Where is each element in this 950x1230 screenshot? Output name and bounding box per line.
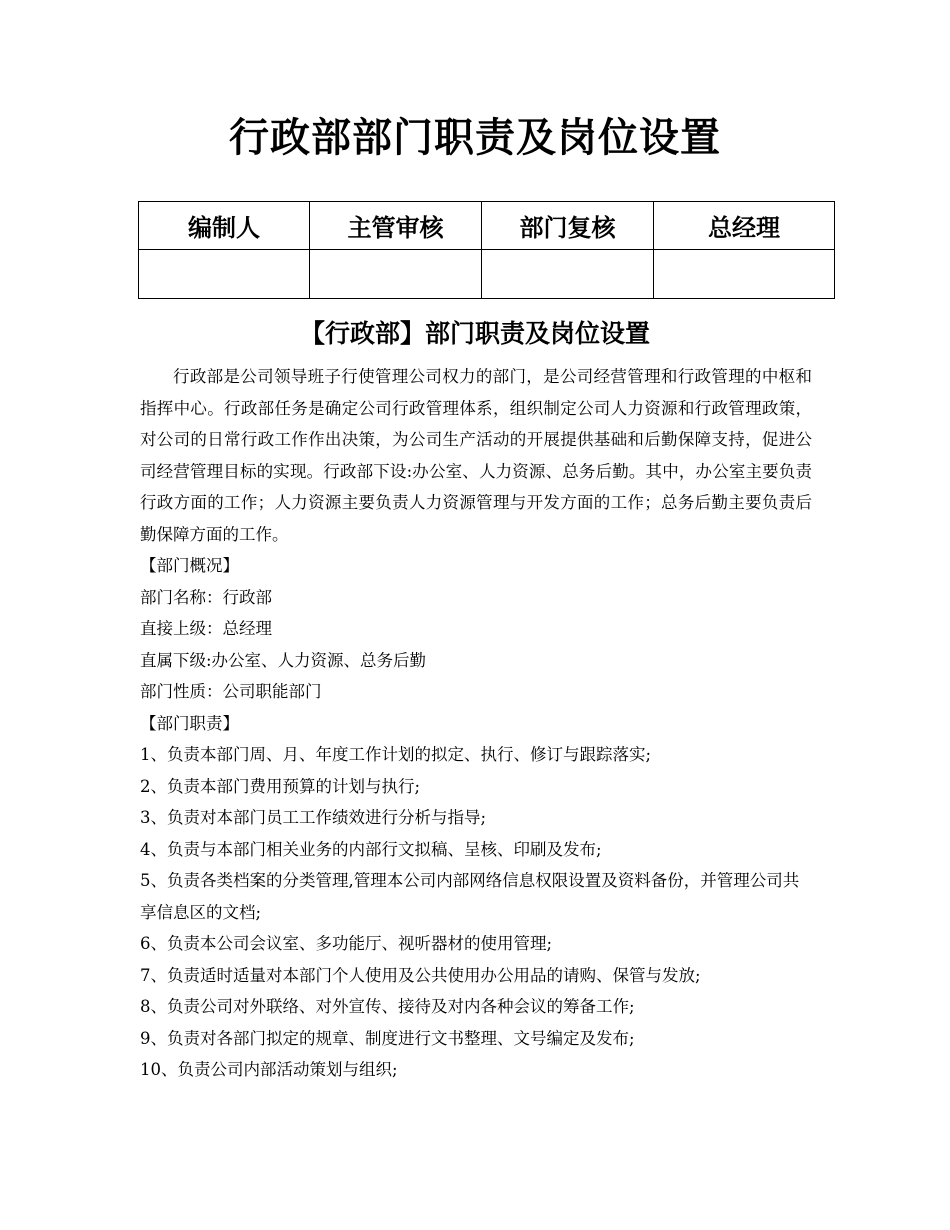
approval-header-general-manager: 总经理 [654, 202, 835, 250]
duties-heading: 【部门职责】 [140, 713, 239, 733]
approval-header-compiler: 编制人 [139, 202, 310, 250]
intro-paragraph: 行政部是公司领导班子行使管理公司权力的部门，是公司经营管理和行政管理的中枢和指挥中心。行政部任务是确定公司行政管理体系，组织制定公司人力资源和行政管理政策，对公司的日常行政工作作出决策，为公司生产活动的开展提供基础和后勤保障支持，促进公司经营管理目标的实现。行政部下设:办公室、人力资源、总务后勤。其中，办公室主要负责行政方面的工作；人力资源主要负责人力资源管理与开发方面的工作；总务后勤主要负责后勤保障方面的工作。 [140, 367, 812, 544]
approval-header-department-review: 部门复核 [482, 202, 654, 250]
overview-item: 直接上级：总经理 [140, 619, 272, 638]
document-body [140, 361, 812, 1086]
approval-header-supervisor-review: 主管审核 [310, 202, 482, 250]
overview-item: 直属下级:办公室、人力资源、总务后勤 [140, 650, 427, 670]
duty-item: 1、负责本部门周、月、年度工作计划的拟定、执行、修订与跟踪落实; [140, 745, 652, 764]
approval-signature-row [139, 250, 835, 299]
duty-item: 8、负责公司对外联络、对外宣传、接待及对内各种会议的筹备工作; [140, 997, 635, 1016]
duty-item: 7、负责适时适量对本部门个人使用及公共使用办公用品的请购、保管与发放; [140, 965, 701, 985]
duty-item: 10、负责公司内部活动策划与组织; [140, 1060, 398, 1079]
approval-header-row [139, 202, 835, 250]
overview-heading: 【部门概况】 [140, 556, 239, 575]
approval-table [138, 201, 835, 299]
approval-cell-general-manager [654, 250, 835, 299]
duty-item: 3、负责对本部门员工工作绩效进行分析与指导; [140, 808, 487, 827]
duty-item: 6、负责本公司会议室、多功能厅、视听器材的使用管理; [140, 934, 553, 953]
duty-item: 4、负责与本部门相关业务的内部行文拟稿、呈核、印刷及发布; [140, 839, 602, 859]
overview-item: 部门名称：行政部 [140, 587, 272, 607]
overview-item: 部门性质：公司职能部门 [140, 682, 322, 701]
duty-item: 9、负责对各部门拟定的规章、制度进行文书整理、文号编定及发布; [140, 1028, 635, 1048]
approval-cell-department-review [482, 250, 654, 299]
approval-cell-supervisor-review [310, 250, 482, 299]
approval-cell-compiler [139, 250, 310, 299]
document-title: 行政部部门职责及岗位设置 [229, 114, 721, 161]
section-title: 【行政部】部门职责及岗位设置 [299, 319, 650, 348]
duty-item: 5、负责各类档案的分类管理,管理本公司内部网络信息权限设置及资料备份，并管理公司共享信息区的文档; [140, 871, 800, 922]
duty-item: 2、负责本部门费用预算的计划与执行; [140, 776, 421, 796]
